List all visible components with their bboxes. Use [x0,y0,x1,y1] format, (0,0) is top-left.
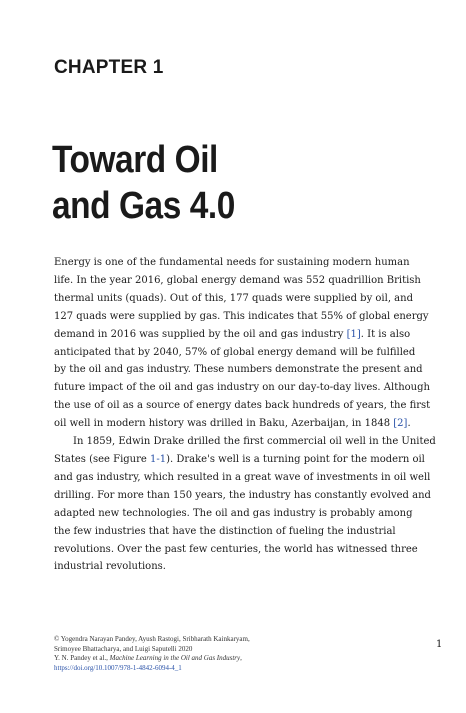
footer-line: © Yogendra Narayan Pandey, Ayush Rastogi, Sribharath Kainkaryam, [54,635,250,643]
footer-line [54,654,354,664]
text-line: the few industries that have the distinction of fueling the industrial [54,525,396,537]
text-segment: . It is also [360,328,411,340]
text-line: thermal units (quads). Out of this, 177 quads were supplied by oil, and [54,292,413,304]
text-segment: demand in 2016 was supplied by the oil and gas industry [54,328,347,340]
chapter-title [52,137,235,229]
paragraph-1 [54,254,439,433]
citation-link-2[interactable]: [2] [393,418,408,430]
text-line: revolutions. Over the past few centuries, the world has witnessed three [54,543,418,555]
citation-link-1[interactable]: [1] [346,328,361,340]
paragraph-2 [54,433,439,576]
text-line [54,451,439,469]
text-line: In 1859, Edwin Drake drilled the first commercial oil well in the United [73,436,436,448]
text-line: Energy is one of the fundamental needs for sustaining modern human [54,257,410,268]
text-line: and gas industry, which resulted in a great wave of investments in oil well [54,471,431,483]
page-number: 1 [436,639,443,650]
text-line: industrial revolutions. [54,561,166,573]
chapter-label: CHAPTER 1 [54,57,164,78]
footer-line: Srimoyee Bhattacharya, and Luigi Saputelli 2020 [54,644,193,653]
text-segment: Y. N. Pandey et al., [54,654,110,663]
text-line: 127 quads were supplied by gas. This indicates that 55% of global energy [54,310,429,322]
figure-link[interactable]: 1-1 [149,453,167,465]
text-segment: , [240,654,242,663]
text-line: the use of oil as a source of energy dates back hundreds of years, the first [54,400,431,412]
doi-link[interactable]: https://doi.org/10.1007/978-1-4842-6094-4_1 [54,663,182,672]
text-line: by the oil and gas industry. These numbers demonstrate the present and [54,364,423,376]
text-line: drilling. For more than 150 years, the industry has constantly evolved and [54,489,431,501]
text-line: future impact of the oil and gas industry on our day-to-day lives. Although [54,382,430,394]
text-segment: oil well in modern history was drilled in Baku, Azerbaijan, in 1848 [54,418,394,430]
book-title: Machine Learning in the Oil and Gas Industry [109,654,241,663]
text-segment: States (see Figure [54,453,150,465]
copyright-footer [54,635,354,673]
text-line: anticipated that by 2040, 57% of global energy demand will be fulfilled [54,346,416,358]
text-line [54,415,439,433]
text-line: adapted new technologies. The oil and gas industry is probably among [54,507,413,519]
text-line [54,326,439,344]
chapter-title-line-1: Toward Oil [52,139,218,181]
text-segment: . [407,418,411,430]
text-segment: ). Drake's well is a turning point for the modern oil [166,453,425,465]
chapter-title-line-2: and Gas 4.0 [52,185,235,227]
text-line: life. In the year 2016, global energy demand was 552 quadrillion British [54,274,421,286]
body-text [54,254,439,576]
